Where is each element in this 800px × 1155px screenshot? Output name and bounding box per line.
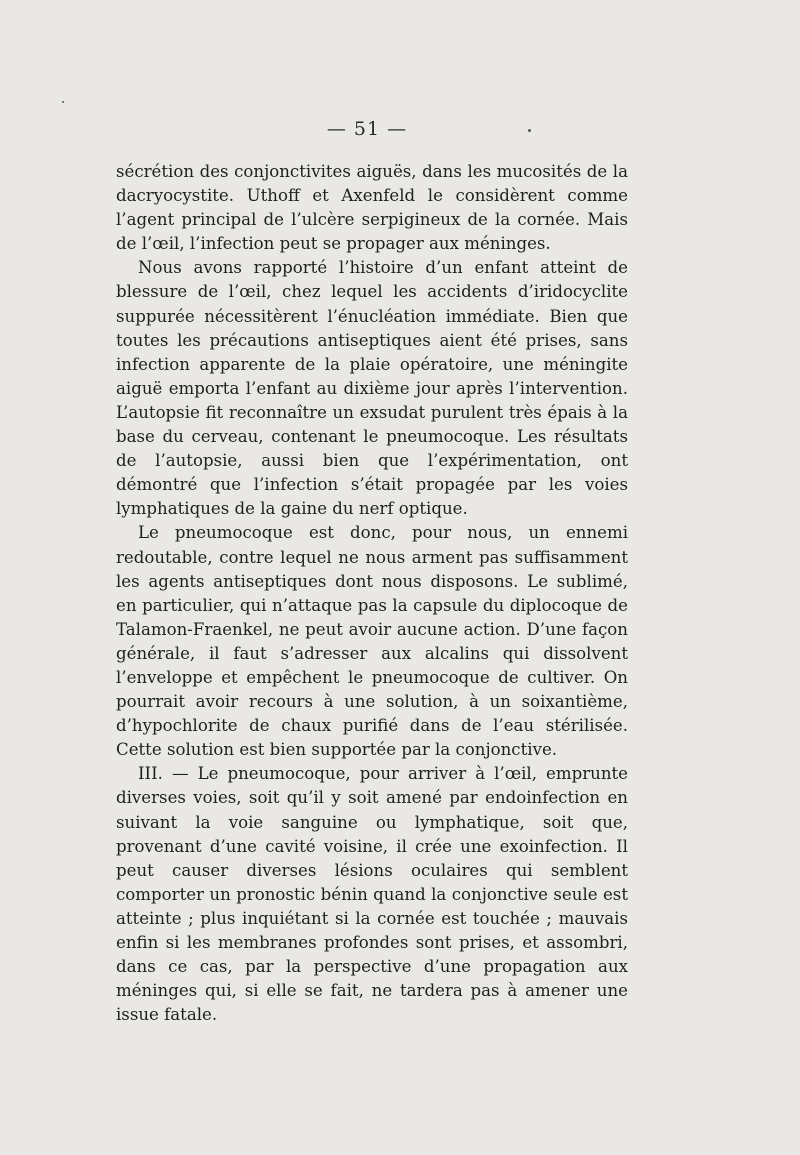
paragraph-4: III. — Le pneumocoque, pour arriver à l’œil, emprunte diverses voies, soit qu’il y soit amené par endoinfection en suivant la voie sanguine ou lymphatique, soit que, provenant d’une cavité voisine, il crée une exoinfection. Il peut causer diverses lésions oculaires qui semblent comporter un pronostic bénin quand la conjonctive seule est atteinte ; plus inquiétant si la cornée est touchée ; mauvais enfin si les membranes profondes sont prises, et assombri, dans ce cas, par la perspective d’une propagation aux méninges qui, si elle se fait, ne tardera pas à amener une issue fatale. xyxy=(116,764,628,1025)
body-text xyxy=(116,160,628,1027)
paragraph-1: sécrétion des conjonctivites aiguës, dans les mucosités de la dacryocystite. Uthoff et Axenfeld le considèrent comme l’agent principal de l’ulcère serpigineux de la cornée. Mais de l’œil, l’infection peut se propager aux méninges. xyxy=(116,162,628,254)
page-number: — 51 — xyxy=(326,118,408,140)
scan-speck xyxy=(528,129,531,132)
scan-speck xyxy=(62,101,64,103)
paragraph-3: Le pneumocoque est donc, pour nous, un ennemi redoutable, contre lequel ne nous arment pas suffisamment les agents antiseptiques dont nous disposons. Le sublimé, en particulier, qui n’attaque pas la capsule du diplocoque de Talamon-Fraenkel, ne peut avoir aucune action. D’une façon générale, il faut s’adresser aux alcalins qui dissolvent l’enveloppe et empêchent le pneumocoque de cultiver. On pourrait avoir recours à une solution, à un soixantième, d’hypochlorite de chaux purifié dans de l’eau stérilisée. Cette solution est bien supportée par la conjonctive. xyxy=(116,523,628,760)
paragraph-2: Nous avons rapporté l’histoire d’un enfant atteint de blessure de l’œil, chez lequel les accidents d’iridocyclite suppurée nécessitèrent l’énucléation immédiate. Bien que toutes les précautions antiseptiques aient été prises, sans infection apparente de la plaie opératoire, une méningite aiguë emporta l’enfant au dixième jour après l’intervention. L’autopsie fit reconnaître un exsudat purulent très épais à la base du cerveau, contenant le pneumocoque. Les résultats de l’autopsie, aussi bien que l’expérimentation, ont démontré que l’infection s’était propagée par les voies lymphatiques de la gaine du nerf optique. xyxy=(116,258,628,519)
